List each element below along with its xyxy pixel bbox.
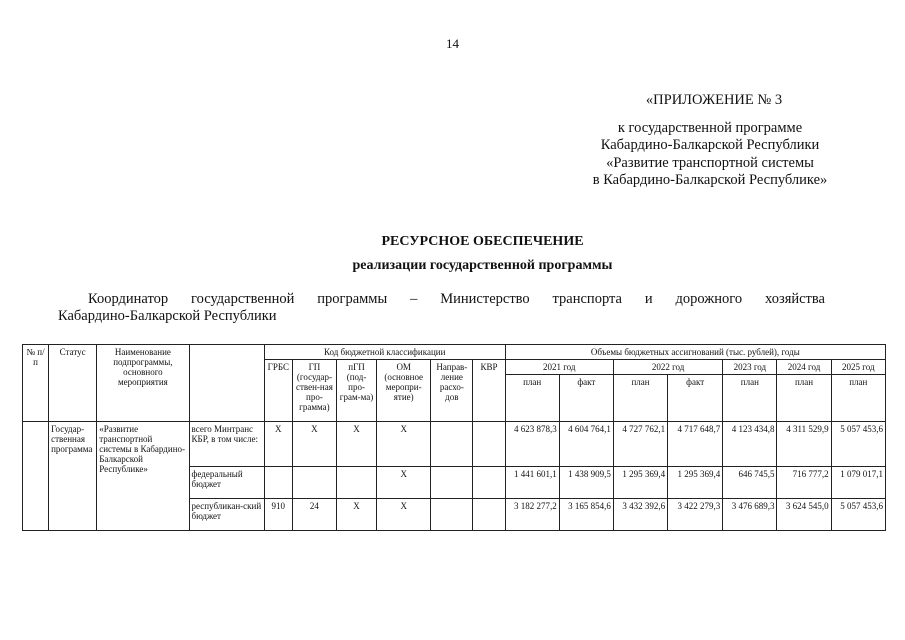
- header-om: ОМ (основное меропри-ятие): [377, 360, 431, 422]
- header-num: № п/п: [23, 345, 49, 422]
- cell-value: 716 777,2: [777, 467, 831, 499]
- header-year: 2023 год: [723, 360, 777, 375]
- header-volumes: Объемы бюджетных ассигнований (тыс. рублей), годы: [505, 345, 885, 360]
- resource-table: [22, 344, 886, 531]
- appendix-line: к государственной программе: [617, 119, 803, 136]
- header-kvr: КВР: [473, 360, 505, 422]
- header-direction: Направ-ление расхо-дов: [431, 360, 473, 422]
- cell-value: 4 727 762,1: [613, 422, 667, 467]
- cell-value: 1 438 909,5: [559, 467, 613, 499]
- cell-direction: [431, 467, 473, 499]
- page-number: 14: [446, 36, 459, 51]
- cell-value: 646 745,5: [723, 467, 777, 499]
- row-source: федеральный бюджет: [189, 467, 264, 499]
- cell-grbs: Х: [264, 422, 292, 467]
- header-name: Наименование подпрограммы, основного мероприятия: [97, 345, 189, 422]
- coordinator-line: Кабардино-Балкарской Республики: [58, 308, 277, 324]
- header-year: 2022 год: [613, 360, 722, 375]
- cell-value: 3 624 545,0: [777, 499, 831, 531]
- cell-value: 1 295 369,4: [613, 467, 667, 499]
- header-plan: план: [613, 375, 667, 422]
- header-fact: факт: [559, 375, 613, 422]
- cell-value: 3 165 854,6: [559, 499, 613, 531]
- header-row: [23, 345, 886, 360]
- coordinator-line: Координатор государственной программы – Министерство транспорта и дорожного хозяйства: [88, 291, 825, 307]
- cell-om: Х: [377, 467, 431, 499]
- cell-value: 4 623 878,3: [505, 422, 559, 467]
- cell-direction: [431, 422, 473, 467]
- cell-value: 4 604 764,1: [559, 422, 613, 467]
- cell-grbs: 910: [264, 499, 292, 531]
- cell-gp: 24: [292, 499, 336, 531]
- cell-value: 5 057 453,6: [831, 422, 885, 467]
- header-pgp: пГП (под-про-грам-ма): [336, 360, 376, 422]
- cell-value: 3 182 277,2: [505, 499, 559, 531]
- cell-value: 3 432 392,6: [613, 499, 667, 531]
- header-year: 2021 год: [505, 360, 613, 375]
- row-status: Государ-ственная программа: [49, 422, 97, 531]
- appendix-line: «Развитие транспортной системы: [606, 154, 814, 171]
- appendix-block: [540, 92, 880, 190]
- cell-value: 1 295 369,4: [668, 467, 723, 499]
- cell-grbs: [264, 467, 292, 499]
- cell-value: 3 422 279,3: [668, 499, 723, 531]
- appendix-line: в Кабардино-Балкарской Республике»: [592, 172, 828, 188]
- cell-kvr: [473, 422, 505, 467]
- row-num: [23, 422, 49, 531]
- cell-value: 5 057 453,6: [831, 499, 885, 531]
- cell-value: 1 079 017,1: [831, 467, 885, 499]
- header-year: 2025 год: [831, 360, 885, 375]
- cell-value: 4 717 648,7: [668, 422, 723, 467]
- row-program-name: «Развитие транспортной системы в Кабардино-Балкарской Республике»: [97, 422, 189, 531]
- cell-value: 1 441 601,1: [505, 467, 559, 499]
- cell-kvr: [473, 467, 505, 499]
- cell-gp: Х: [292, 422, 336, 467]
- row-source: республикан-ский бюджет: [189, 499, 264, 531]
- header-source: [189, 345, 264, 422]
- document-subtitle: реализации государственной программы: [352, 258, 613, 273]
- cell-value: 4 123 434,8: [723, 422, 777, 467]
- document-title: РЕСУРСНОЕ ОБЕСПЕЧЕНИЕ: [381, 234, 584, 249]
- cell-value: 4 311 529,9: [777, 422, 831, 467]
- cell-value: 3 476 689,3: [723, 499, 777, 531]
- cell-om: Х: [377, 422, 431, 467]
- header-status: Статус: [49, 345, 97, 422]
- appendix-line: Кабардино-Балкарской Республики: [600, 137, 820, 153]
- cell-gp: [292, 467, 336, 499]
- cell-kvr: [473, 499, 505, 531]
- header-budget-code: Код бюджетной классификации: [264, 345, 505, 360]
- header-grbs: ГРБС: [264, 360, 292, 422]
- cell-om: Х: [377, 499, 431, 531]
- cell-pgp: Х: [336, 499, 376, 531]
- cell-direction: [431, 499, 473, 531]
- row-source: всего Минтранс КБР, в том числе:: [189, 422, 264, 467]
- header-plan: план: [777, 375, 831, 422]
- header-fact: факт: [668, 375, 723, 422]
- cell-pgp: Х: [336, 422, 376, 467]
- appendix-title: «ПРИЛОЖЕНИЕ № 3: [645, 92, 783, 108]
- header-year: 2024 год: [777, 360, 831, 375]
- table-row: [23, 422, 886, 467]
- cell-pgp: [336, 467, 376, 499]
- header-plan: план: [831, 375, 885, 422]
- header-plan: план: [723, 375, 777, 422]
- header-plan: план: [505, 375, 559, 422]
- header-gp: ГП (государ-ствен-ная про-грамма): [292, 360, 336, 422]
